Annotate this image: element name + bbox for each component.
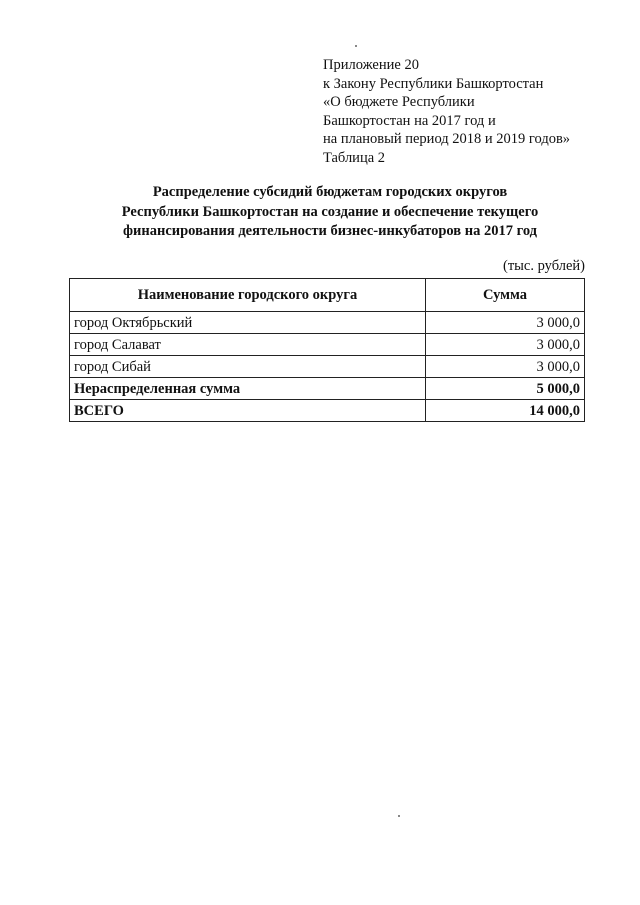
document-title	[60, 183, 600, 242]
table-row	[70, 312, 585, 334]
appendix-number: Приложение 20	[323, 57, 419, 73]
units-label: (тыс. рублей)	[503, 258, 585, 274]
appendix-law-ref: к Закону Республики Башкортостан	[323, 75, 544, 92]
appendix-law-title-3: на плановый период 2018 и 2019 годов»	[323, 131, 571, 148]
appendix-law-title-1: «О бюджете Республики	[323, 94, 475, 111]
row-name: Нераспределенная сумма	[70, 378, 426, 400]
row-name: ВСЕГО	[70, 400, 426, 422]
row-name: город Салават	[70, 334, 426, 356]
column-header-sum: Сумма	[426, 279, 585, 312]
title-line-3: финансирования деятельности бизнес-инкубаторов на 2017 год	[122, 223, 537, 239]
row-name: город Октябрьский	[70, 312, 426, 334]
row-sum: 14 000,0	[426, 400, 585, 422]
column-header-name: Наименование городского округа	[70, 279, 426, 312]
title-line-2: Республики Башкортостан на создание и обеспечение текущего	[121, 203, 539, 220]
row-name: город Сибай	[70, 356, 426, 378]
subsidy-table	[69, 278, 585, 422]
table-row	[70, 356, 585, 378]
row-sum: 3 000,0	[426, 356, 585, 378]
title-line-1: Распределение субсидий бюджетам городских округов	[152, 184, 508, 200]
row-sum: 5 000,0	[426, 378, 585, 400]
scan-speck-top	[355, 45, 357, 47]
table-row	[70, 334, 585, 356]
scan-speck-bottom	[398, 815, 400, 817]
table-header-row	[70, 279, 585, 312]
appendix-law-title-2: Башкортостан на 2017 год и	[323, 112, 496, 129]
appendix-header	[323, 56, 623, 168]
row-sum: 3 000,0	[426, 312, 585, 334]
row-sum: 3 000,0	[426, 334, 585, 356]
table-row-unallocated	[70, 378, 585, 400]
table-number: Таблица 2	[323, 149, 386, 166]
table-row-total	[70, 400, 585, 422]
